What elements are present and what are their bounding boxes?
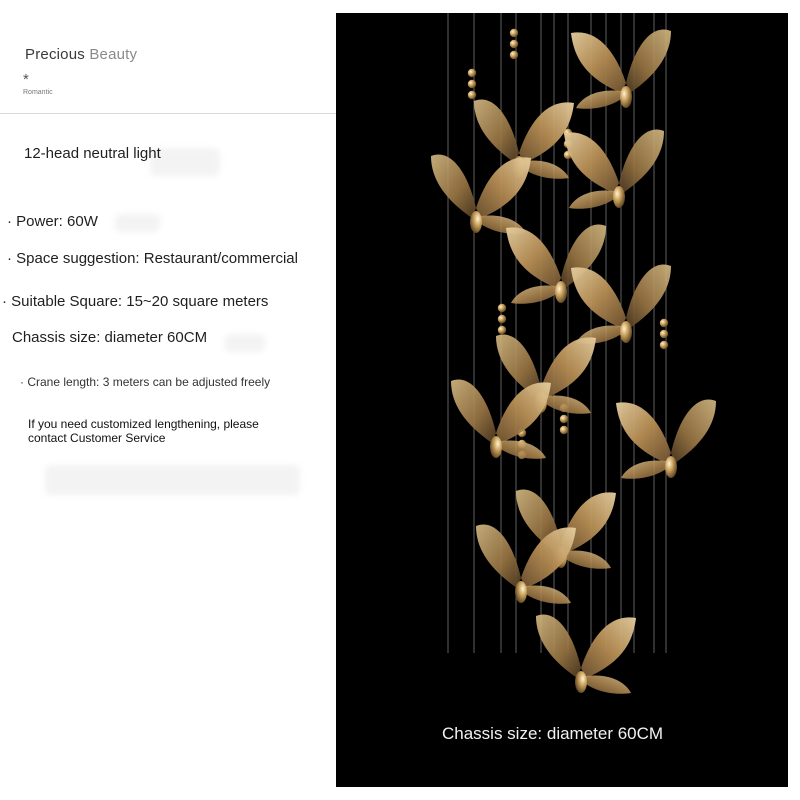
gold-bead bbox=[560, 415, 568, 423]
gold-bead bbox=[510, 29, 518, 37]
gold-bead bbox=[468, 80, 476, 88]
gold-bead bbox=[468, 69, 476, 77]
spec-square: · Suitable Square: 15~20 square meters bbox=[2, 293, 269, 310]
butterfly-body bbox=[515, 581, 527, 603]
butterfly-body bbox=[490, 436, 502, 458]
butterfly-wing bbox=[616, 402, 671, 463]
butterfly-wing bbox=[563, 550, 611, 568]
butterfly-wing bbox=[476, 525, 521, 588]
gold-bead bbox=[468, 91, 476, 99]
brand-tagline: Romantic bbox=[23, 89, 53, 96]
spec-crane: · Crane length: 3 meters can be adjusted freely bbox=[20, 375, 271, 389]
butterfly-wing bbox=[431, 155, 476, 218]
product-photo bbox=[336, 13, 788, 787]
butterfly-body bbox=[665, 456, 677, 478]
photo-caption: Chassis size: diameter 60CM bbox=[442, 724, 664, 743]
butterfly-body bbox=[613, 186, 625, 208]
faint-blur bbox=[115, 214, 160, 232]
butterfly-wing bbox=[506, 227, 561, 288]
butterfly-wing bbox=[543, 395, 591, 413]
butterfly-wing bbox=[583, 675, 631, 693]
butterfly-wing bbox=[626, 30, 671, 93]
butterfly-wing bbox=[571, 267, 626, 328]
butterfly-wing bbox=[523, 585, 571, 603]
gold-bead bbox=[510, 40, 518, 48]
gold-bead bbox=[510, 51, 518, 59]
butterfly-wing bbox=[581, 617, 636, 678]
butterfly-wing bbox=[476, 157, 531, 218]
spec-space: · Space suggestion: Restaurant/commercial bbox=[7, 250, 298, 267]
gold-bead bbox=[660, 330, 668, 338]
brand-name-part2: Beauty bbox=[84, 46, 138, 63]
star-icon: * bbox=[23, 71, 29, 88]
gold-bead bbox=[660, 319, 668, 327]
butterfly-wing bbox=[498, 440, 546, 458]
butterfly-body bbox=[620, 86, 632, 108]
spec-power: · Power: 60W bbox=[7, 213, 98, 230]
butterfly-wing bbox=[474, 100, 519, 163]
butterfly-pendant bbox=[564, 130, 664, 209]
gold-bead bbox=[560, 426, 568, 434]
butterfly-wing bbox=[576, 90, 624, 108]
butterfly-wing bbox=[671, 400, 716, 463]
spec-note: If you need customized lengthening, please contact Customer Service bbox=[28, 417, 259, 445]
brand-name bbox=[25, 46, 137, 63]
butterfly-wing bbox=[621, 460, 669, 478]
butterfly-wing bbox=[626, 265, 671, 328]
butterfly-wing bbox=[564, 132, 619, 193]
gold-bead bbox=[498, 326, 506, 334]
spec-panel bbox=[0, 0, 336, 800]
butterfly-pendant bbox=[536, 615, 636, 694]
butterfly-wing bbox=[569, 190, 617, 208]
spec-chassis: Chassis size: diameter 60CM bbox=[12, 329, 208, 346]
butterfly-chandelier-illustration bbox=[336, 13, 788, 787]
butterfly-wing bbox=[511, 285, 559, 303]
butterfly-wing bbox=[451, 380, 496, 443]
butterfly-wing bbox=[571, 32, 626, 93]
faint-blur bbox=[225, 334, 265, 352]
faint-blur bbox=[45, 465, 300, 495]
gold-bead bbox=[660, 341, 668, 349]
butterfly-body bbox=[555, 281, 567, 303]
butterfly-body bbox=[470, 211, 482, 233]
butterfly-wing bbox=[536, 615, 581, 678]
butterfly-body bbox=[575, 671, 587, 693]
brand-name-part1: Precious bbox=[25, 46, 85, 63]
gold-bead bbox=[498, 304, 506, 312]
gold-bead bbox=[498, 315, 506, 323]
butterfly-wing bbox=[619, 130, 664, 193]
divider bbox=[0, 113, 336, 114]
spec-title: 12-head neutral light bbox=[24, 145, 161, 162]
butterfly-body bbox=[620, 321, 632, 343]
butterfly-pendant bbox=[476, 525, 576, 604]
